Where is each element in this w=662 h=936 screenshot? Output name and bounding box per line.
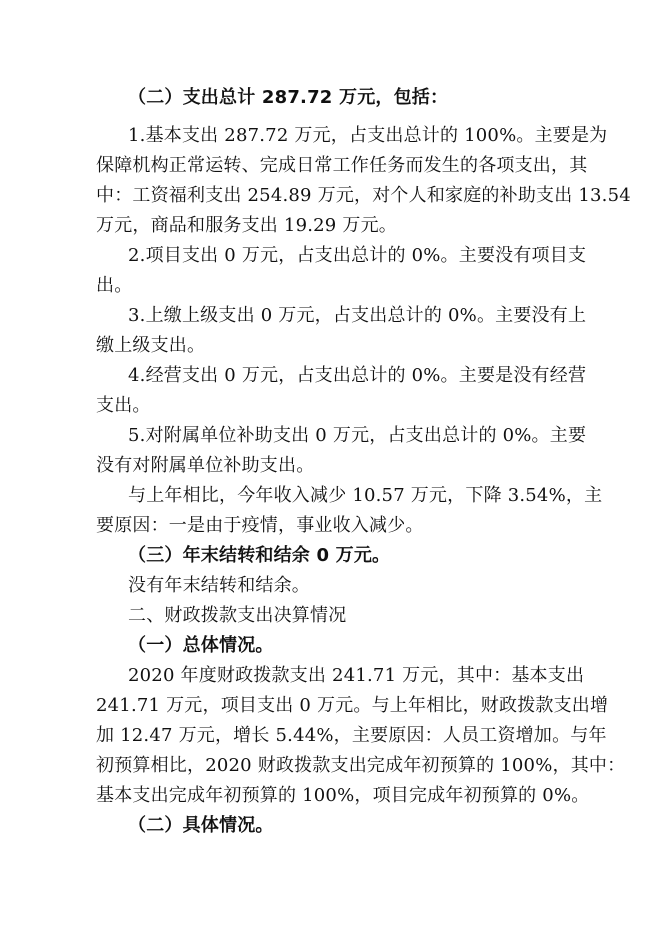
paragraph-year-comparison-line-1: 与上年相比，今年收入减少 10.57 万元，下降 3.54%，主: [128, 485, 603, 506]
paragraph-overall-situation-line-3: 加 12.47 万元，增长 5.44%，主要原因：人员工资增加。与年: [96, 725, 607, 746]
paragraph-superior-payment-line-1: 3.上缴上级支出 0 万元，占支出总计的 0%。主要没有上: [128, 305, 587, 326]
section-heading-year-end-balance: （三）年末结转和结余 0 万元。: [128, 545, 391, 566]
paragraph-year-comparison-line-2: 要原因：一是由于疫情，事业收入减少。: [96, 515, 424, 536]
paragraph-superior-payment-line-2: 缴上级支出。: [96, 335, 206, 356]
section-heading-total-expenditure: （二）支出总计 287.72 万元，包括：: [128, 87, 449, 108]
paragraph-project-expenditure-line-2: 出。: [96, 275, 133, 296]
paragraph-basic-expenditure-line-3: 中：工资福利支出 254.89 万元，对个人和家庭的补助支出 13.54: [96, 185, 631, 206]
section-heading-fiscal-appropriation: 二、财政拨款支出决算情况: [128, 605, 347, 626]
section-heading-specific-situation: （二）具体情况。: [128, 815, 274, 836]
paragraph-subsidiary-subsidy-line-2: 没有对附属单位补助支出。: [96, 455, 315, 476]
paragraph-operating-expenditure-line-1: 4.经营支出 0 万元，占支出总计的 0%。主要是没有经营: [128, 365, 587, 386]
paragraph-basic-expenditure-line-4: 万元，商品和服务支出 19.29 万元。: [96, 215, 397, 236]
paragraph-project-expenditure-line-1: 2.项目支出 0 万元，占支出总计的 0%。主要没有项目支: [128, 245, 587, 266]
paragraph-year-end-balance: 没有年末结转和结余。: [128, 575, 310, 596]
paragraph-overall-situation-line-4: 初预算相比，2020 财政拨款支出完成年初预算的 100%，其中：: [96, 755, 626, 776]
paragraph-operating-expenditure-line-2: 支出。: [96, 395, 151, 416]
paragraph-basic-expenditure-line-1: 1.基本支出 287.72 万元，占支出总计的 100%。主要是为: [128, 125, 608, 146]
section-heading-overall-situation: （一）总体情况。: [128, 635, 274, 656]
paragraph-overall-situation-line-2: 241.71 万元，项目支出 0 万元。与上年相比，财政拨款支出增: [96, 695, 609, 716]
paragraph-overall-situation-line-1: 2020 年度财政拨款支出 241.71 万元，其中：基本支出: [128, 665, 585, 686]
paragraph-subsidiary-subsidy-line-1: 5.对附属单位补助支出 0 万元，占支出总计的 0%。主要: [128, 425, 587, 446]
paragraph-overall-situation-line-5: 基本支出完成年初预算的 100%，项目完成年初预算的 0%。: [96, 785, 590, 806]
paragraph-basic-expenditure-line-2: 保障机构正常运转、完成日常工作任务而发生的各项支出，其: [96, 155, 588, 176]
